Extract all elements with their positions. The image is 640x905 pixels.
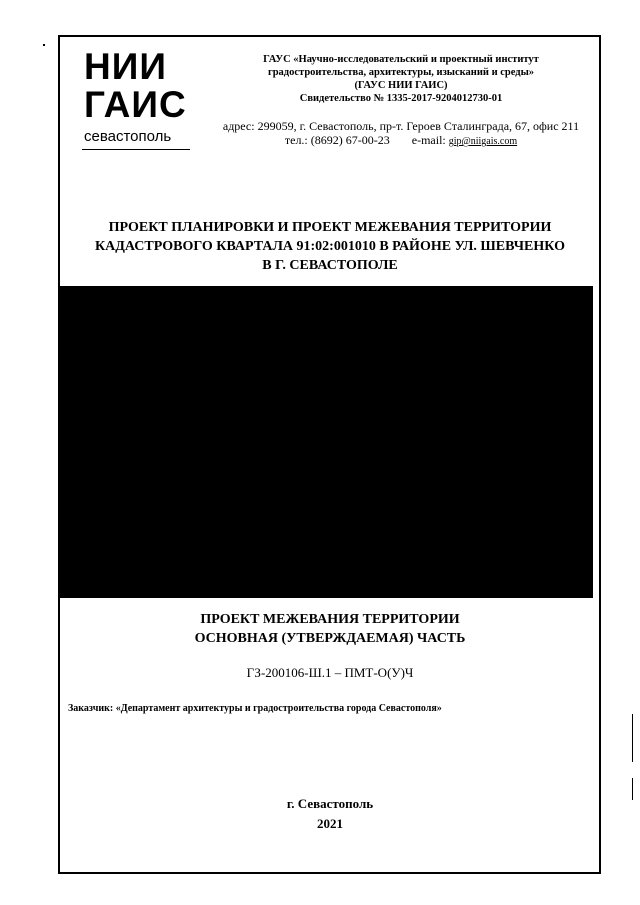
org-line-4: Свидетельство № 1335-2017-9204012730-01: [299, 93, 503, 104]
phone: тел.: (8692) 67-00-23: [284, 133, 390, 147]
title-line-2: КАДАСТРОВОГО КВАРТАЛА 91:02:001010 В РАЙОНЕ УЛ. ШЕВЧЕНКО: [95, 239, 565, 254]
redacted-block: [60, 286, 593, 598]
footer-city: г. Севастополь: [286, 796, 374, 811]
address-line: адрес: 299059, г. Севастополь, пр-т. Героев Сталинграда, 67, офис 211: [222, 119, 580, 133]
scan-edge-mark: [632, 778, 633, 800]
logo-rule: [82, 149, 190, 150]
email-link[interactable]: gip@niigais.com: [448, 136, 518, 147]
email-block: [412, 133, 517, 149]
subtitle-line-2: ОСНОВНАЯ (УТВЕРЖДАЕМАЯ) ЧАСТЬ: [194, 631, 466, 646]
document-subtitle: [60, 610, 600, 648]
org-line-3: (ГАУС НИИ ГАИС): [354, 80, 448, 91]
logo-city: севастополь: [84, 128, 172, 145]
document-title: [60, 218, 600, 275]
contact-line: [206, 133, 596, 149]
organization-header: [206, 53, 596, 105]
footer: [60, 794, 600, 834]
org-line-2: градостроительства, архитектуры, изысканий и среды»: [267, 67, 535, 78]
footer-year: 2021: [317, 816, 343, 831]
logo-line-1: НИИ: [84, 46, 167, 87]
logo-line-2: ГАИС: [84, 84, 187, 125]
logo: [80, 48, 190, 158]
subtitle-line-1: ПРОЕКТ МЕЖЕВАНИЯ ТЕРРИТОРИИ: [200, 612, 460, 627]
title-line-1: ПРОЕКТ ПЛАНИРОВКИ И ПРОЕКТ МЕЖЕВАНИЯ ТЕРРИТОРИИ: [108, 220, 552, 235]
scan-edge-mark: [632, 714, 633, 762]
email-label: e-mail:: [411, 133, 446, 147]
organization-address: [206, 119, 596, 149]
org-line-1: ГАУС «Научно-исследовательский и проектный институт: [263, 54, 539, 65]
scan-dot: [43, 44, 45, 46]
document-code: ГЗ-200106-Ш.1 – ПМТ-О(У)Ч: [246, 665, 414, 680]
title-line-3: В Г. СЕВАСТОПОЛЕ: [262, 258, 398, 273]
client-line: Заказчик: «Департамент архитектуры и градостроительства города Севастополя»: [68, 703, 442, 714]
